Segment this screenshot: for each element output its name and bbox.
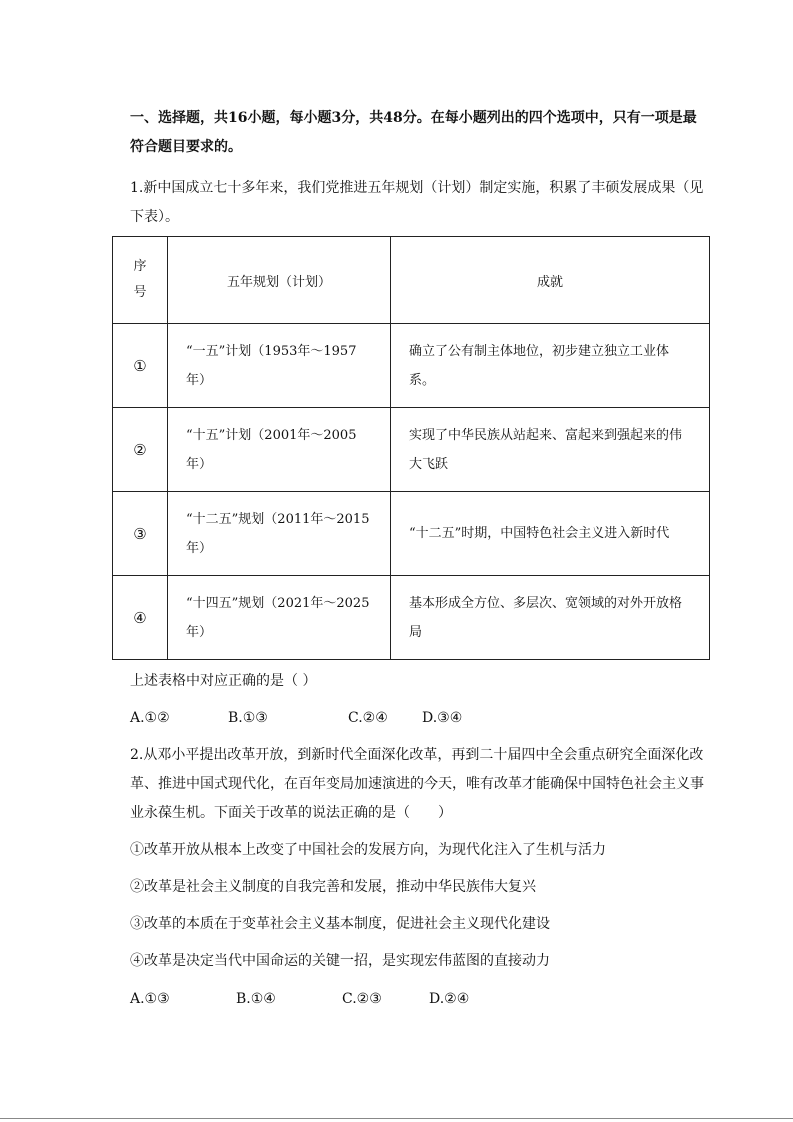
row-index: ② [113, 408, 168, 492]
row-plan: “一五”计划（1953年～1957年） [186, 343, 357, 388]
question-2-stem: 2.从邓小平提出改革开放，到新时代全面深化改革，再到二十届四中全会重点研究全面深化改革、推进中国式现代化，在百年变局加速演进的今天，唯有改革才能确保中国特色社会主义事业永葆生机。下面关于改革的说法正确的是（ ） [130, 747, 704, 821]
header-index-line1: 序 [133, 259, 147, 274]
header-index-line2: 号 [133, 285, 147, 300]
q1-option-c[interactable]: C.②④ [348, 710, 388, 726]
row-achievement: “十二五”时期，中国特色社会主义进入新时代 [409, 526, 670, 541]
row-achievement: 实现了中华民族从站起来、富起来到强起来的伟大飞跃 [409, 427, 683, 472]
question-1-stem: 1.新中国成立七十多年来，我们党推进五年规划（计划）制定实施，积累了丰硕发展成果（见下表）。 [130, 180, 704, 225]
row-index: ① [113, 324, 168, 408]
question-1-prompt: 上述表格中对应正确的是（ ） [130, 673, 317, 689]
q2-statement-1: ①改革开放从根本上改变了中国社会的发展方向，为现代化注入了生机与活力 [130, 842, 606, 858]
header-index [113, 237, 168, 324]
five-year-plan-table [112, 236, 710, 660]
row-plan: “十五”计划（2001年～2005年） [186, 427, 357, 472]
q2-option-a[interactable]: A.①③ [130, 991, 170, 1007]
row-index: ④ [113, 576, 168, 660]
table-row [113, 576, 710, 660]
header-plan: 五年规划（计划） [168, 237, 391, 324]
table-row [113, 408, 710, 492]
table-row [113, 492, 710, 576]
q2-statement-2: ②改革是社会主义制度的自我完善和发展，推动中华民族伟大复兴 [130, 879, 536, 895]
q2-statement-4: ④改革是决定当代中国命运的关键一招，是实现宏伟蓝图的直接动力 [130, 953, 550, 969]
row-index: ③ [113, 492, 168, 576]
q1-option-d[interactable]: D.③④ [422, 710, 463, 726]
table-header-row [113, 237, 710, 324]
header-achievement: 成就 [391, 237, 710, 324]
row-plan: “十四五”规划（2021年～2025年） [186, 595, 370, 640]
q1-option-b[interactable]: B.①③ [228, 710, 268, 726]
row-achievement: 基本形成全方位、多层次、宽领域的对外开放格局 [409, 595, 683, 640]
q2-statement-3: ③改革的本质在于变革社会主义基本制度，促进社会主义现代化建设 [130, 916, 550, 932]
row-plan: “十二五”规划（2011年～2015年） [186, 511, 370, 556]
q2-option-c[interactable]: C.②③ [342, 991, 382, 1007]
q2-option-b[interactable]: B.①④ [236, 991, 276, 1007]
table-row [113, 324, 710, 408]
page-bottom-divider [0, 1118, 793, 1119]
section-header: 一、选择题，共16小题，每小题3分，共48分。在每小题列出的四个选项中，只有一项是最符合题目要求的。 [130, 110, 697, 155]
q2-option-d[interactable]: D.②④ [429, 991, 470, 1007]
row-achievement: 确立了公有制主体地位，初步建立独立工业体系。 [409, 343, 670, 388]
q1-option-a[interactable]: A.①② [130, 710, 170, 726]
